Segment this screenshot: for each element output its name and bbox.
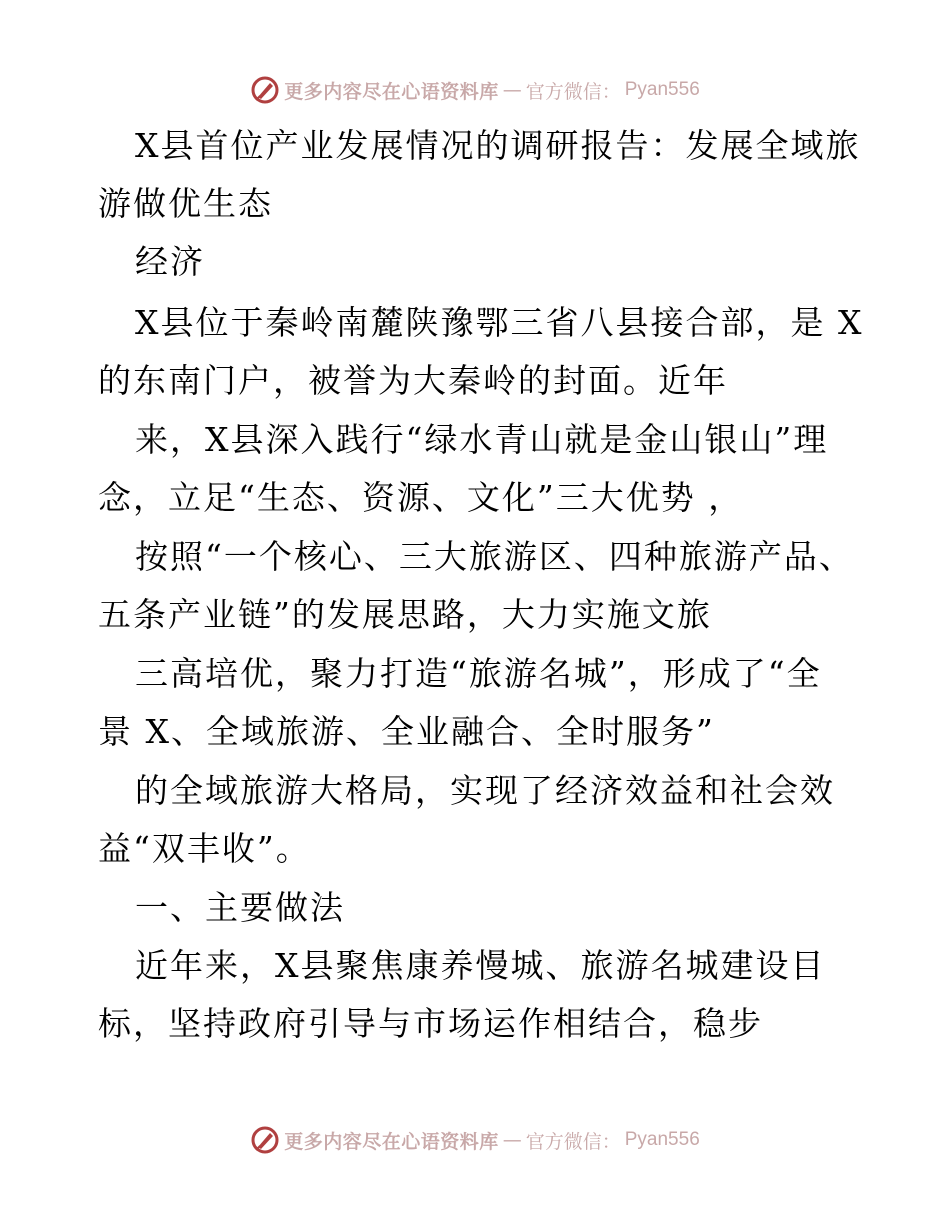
text-line: 念，立足“生态、资源、文化”三大优势 ， [98,478,744,517]
pen-logo-icon [250,75,280,105]
banner-text: 更多内容尽在心语资料库 [284,80,499,103]
banner-dash: — [502,79,522,101]
text-line: 五条产业链”的发展思路，大力实施文旅 [98,595,712,634]
text-line: 经济 [135,242,205,281]
pen-logo-icon [250,1125,280,1155]
text-line: X县首位产业发展情况的调研报告：发展全域旅 [135,126,861,165]
text-line: 近年来，X县聚焦康养慢城、旅游名城建设目 [135,946,826,985]
banner-text: 更多内容尽在心语资料库 [284,1130,499,1153]
banner-label: 官方微信： [525,80,621,103]
banner-dash: — [502,1129,522,1151]
watermark-banner-top [0,70,950,110]
text-line: 标，坚持政府引导与市场运作相结合，稳步 [98,1004,763,1043]
text-line: 的东南门户，被誉为大秦岭的封面。近年 [98,361,728,400]
text-line: 益“双丰收”。 [98,829,311,868]
text-line: 景 X、全域旅游、全业融合、全时服务” [98,712,715,751]
section-heading: 一、主要做法 [135,888,345,927]
text-line: 三高培优，聚力打造“旅游名城”，形成了“全 [135,654,822,693]
text-line: 游做优生态 [98,184,273,223]
text-line: 来，X县深入践行“绿水青山就是金山银山”理 [135,420,829,459]
text-line: 按照“一个核心、三大旅游区、四种旅游产品、 [135,537,854,576]
banner-label: 官方微信： [525,1130,621,1153]
text-line: 的全域旅游大格局，实现了经济效益和社会效 [135,771,835,810]
text-line: X县位于秦岭南麓陕豫鄂三省八县接合部，是 X [135,303,864,342]
watermark-banner-bottom [0,1120,950,1160]
banner-wechat-id: Pyan556 [624,1129,700,1150]
banner-wechat-id: Pyan556 [624,79,700,100]
